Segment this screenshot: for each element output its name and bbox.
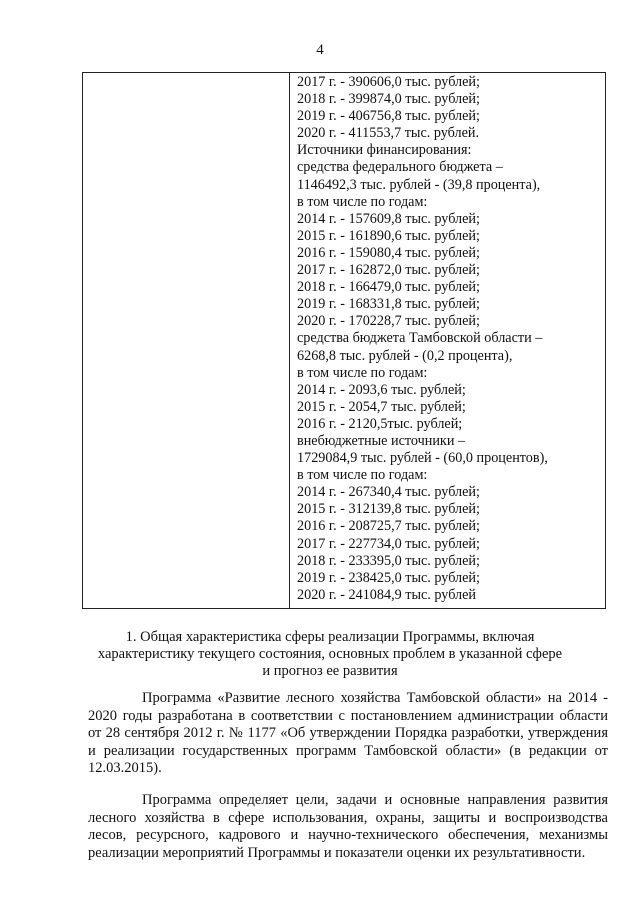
section-heading-line: и прогноз ее развития: [262, 663, 398, 679]
financing-line: в том числе по годам:: [297, 467, 428, 484]
financing-line: средства бюджета Тамбовской области –: [297, 330, 543, 347]
financing-line: в том числе по годам:: [297, 364, 428, 381]
financing-line: 2014 г. - 157609,8 тыс. рублей;: [297, 210, 480, 227]
financing-line: 2017 г. - 227734,0 тыс. рублей;: [297, 535, 480, 552]
section-heading: [80, 629, 580, 680]
financing-line: 2015 г. - 2054,7 тыс. рублей;: [297, 398, 466, 415]
financing-line: 2018 г. - 399874,0 тыс. рублей;: [297, 91, 480, 108]
financing-line: 2019 г. - 238425,0 тыс. рублей;: [297, 569, 480, 586]
financing-line: 2020 г. - 170228,7 тыс. рублей;: [297, 313, 480, 330]
section-heading-line: характеристику текущего состояния, основных проблем в указанной сфере: [97, 646, 563, 662]
financing-line: 2017 г. - 162872,0 тыс. рублей;: [297, 262, 480, 279]
financing-line: 2018 г. - 233395,0 тыс. рублей;: [297, 552, 480, 569]
financing-line: внебюджетные источники –: [297, 432, 466, 449]
paragraph-text: Программа определяет цели, задачи и основные направления развития лесного хозяйства в сфере использования, охраны, защиты и воспроизводства лесов, ресурсного, кадрового и научно-технического обеспечения, механизмы реализации мероприятий Программы и показатели оценки их результативности.: [88, 792, 608, 861]
financing-line: 6268,8 тыс. рублей - (0,2 процента),: [297, 347, 513, 364]
table-right-cell: [297, 74, 601, 604]
financing-line: 2014 г. - 267340,4 тыс. рублей;: [297, 484, 480, 501]
paragraph-2: [88, 792, 608, 862]
financing-line: 2019 г. - 168331,8 тыс. рублей;: [297, 296, 480, 313]
paragraph-text: Программа «Развитие лесного хозяйства Тамбовской области» на 2014 - 2020 годы разработана в соответствии с постановлением администрации области от 28 сентября 2012 г. № 1177 «Об утверждении Порядка разработки, утверждения и реализации государственных программ Тамбовской области» (в редакции от 12.03.2015).: [88, 690, 608, 776]
financing-line: Источники финансирования:: [297, 142, 472, 159]
financing-table: [82, 72, 606, 609]
financing-line: в том числе по годам:: [297, 193, 428, 210]
financing-line: 2015 г. - 312139,8 тыс. рублей;: [297, 501, 480, 518]
financing-line: 2020 г. - 411553,7 тыс. рублей.: [297, 125, 480, 142]
financing-line: 2016 г. - 208725,7 тыс. рублей;: [297, 518, 480, 535]
financing-line: 1146492,3 тыс. рублей - (39,8 процента),: [297, 176, 541, 193]
financing-line: 2014 г. - 2093,6 тыс. рублей;: [297, 381, 466, 398]
financing-line: 1729084,9 тыс. рублей - (60,0 процентов),: [297, 450, 548, 467]
paragraph-1: [88, 690, 608, 778]
page-number: 4: [316, 42, 324, 58]
financing-line: 2018 г. - 166479,0 тыс. рублей;: [297, 279, 480, 296]
table-left-cell: [83, 73, 290, 608]
financing-line: 2015 г. - 161890,6 тыс. рублей;: [297, 227, 480, 244]
financing-line: 2017 г. - 390606,0 тыс. рублей;: [297, 74, 480, 90]
section-heading-line: 1. Общая характеристика сферы реализации Программы, включая: [125, 629, 535, 645]
financing-line: 2016 г. - 159080,4 тыс. рублей;: [297, 244, 480, 261]
financing-line: 2019 г. - 406756,8 тыс. рублей;: [297, 108, 480, 125]
financing-line: 2016 г. - 2120,5тыс. рублей;: [297, 415, 463, 432]
financing-line: средства федерального бюджета –: [297, 159, 503, 176]
financing-line: 2020 г. - 241084,9 тыс. рублей: [297, 586, 477, 603]
